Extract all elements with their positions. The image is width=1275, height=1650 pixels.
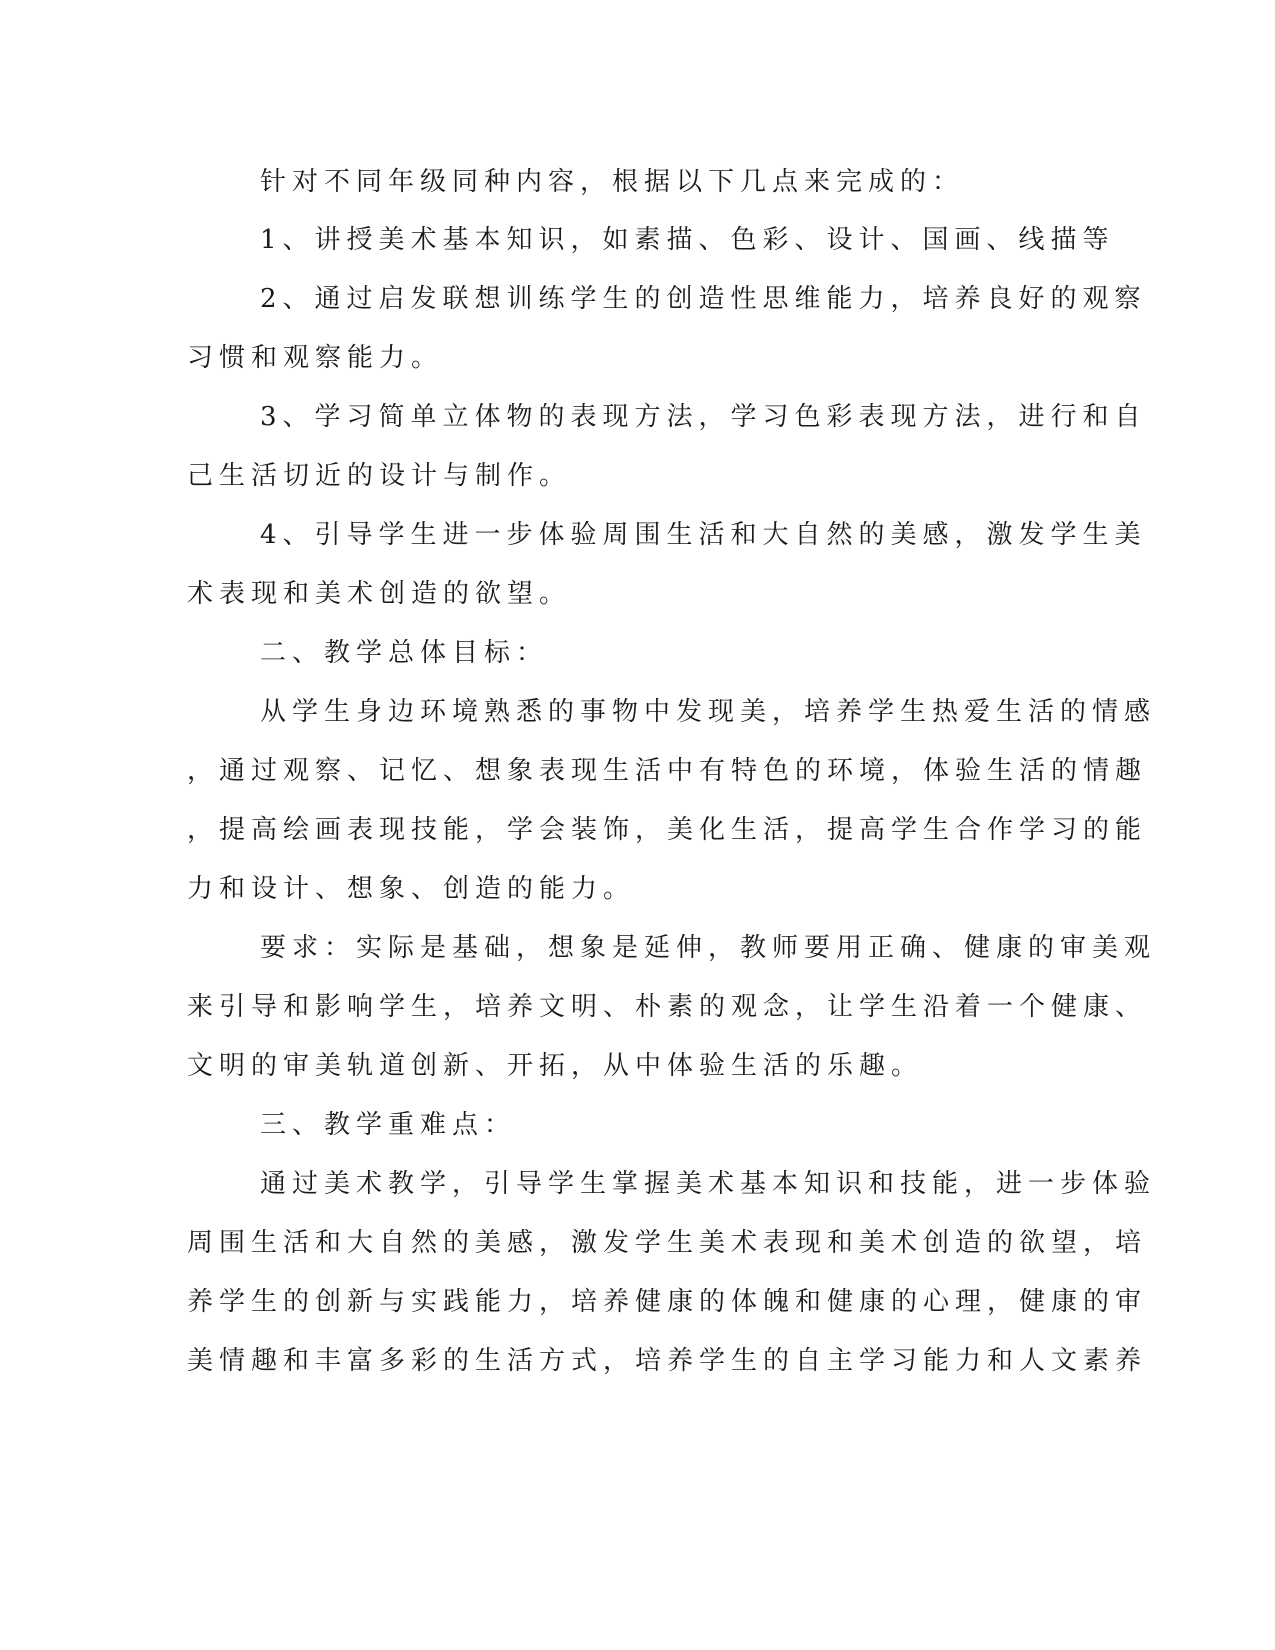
- text-line: 针对不同年级同种内容，根据以下几点来完成的：: [260, 167, 965, 197]
- text-line: 2、通过启发联想训练学生的创造性思维能力，培养良好的观察: [260, 284, 1147, 314]
- text-line: 从学生身边环境熟悉的事物中发现美，培养学生热爱生活的情感: [260, 697, 1157, 727]
- text-line: 3、学习简单立体物的表现方法，学习色彩表现方法，进行和自: [260, 402, 1147, 432]
- text-line: ，提高绘画表现技能，学会装饰，美化生活，提高学生合作学习的能: [187, 815, 1148, 845]
- text-line: 周围生活和大自然的美感，激发学生美术表现和美术创造的欲望，培: [187, 1228, 1148, 1258]
- text-line: 通过美术教学，引导学生掌握美术基本知识和技能，进一步体验: [260, 1169, 1157, 1199]
- text-line: 来引导和影响学生，培养文明、朴素的观念，让学生沿着一个健康、: [187, 992, 1148, 1022]
- text-line: 文明的审美轨道创新、开拓，从中体验生活的乐趣。: [187, 1051, 924, 1081]
- text-line: 术表现和美术创造的欲望。: [187, 579, 572, 609]
- section-heading: 三、教学重难点：: [260, 1110, 517, 1140]
- text-line: 4、引导学生进一步体验周围生活和大自然的美感，激发学生美: [260, 520, 1147, 550]
- text-line: 1、讲授美术基本知识，如素描、色彩、设计、国画、线描等: [260, 225, 1115, 255]
- text-line: 养学生的创新与实践能力，培养健康的体魄和健康的心理，健康的审: [187, 1287, 1148, 1317]
- text-line: 美情趣和丰富多彩的生活方式，培养学生的自主学习能力和人文素养: [187, 1346, 1148, 1376]
- text-line: 要求：实际是基础，想象是延伸，教师要用正确、健康的审美观: [260, 933, 1157, 963]
- text-line: ，通过观察、记忆、想象表现生活中有特色的环境，体验生活的情趣: [187, 756, 1148, 786]
- text-line: 己生活切近的设计与制作。: [187, 461, 572, 491]
- text-line: 习惯和观察能力。: [187, 343, 444, 373]
- text-line: 力和设计、想象、创造的能力。: [187, 874, 636, 904]
- section-heading: 二、教学总体目标：: [260, 638, 549, 668]
